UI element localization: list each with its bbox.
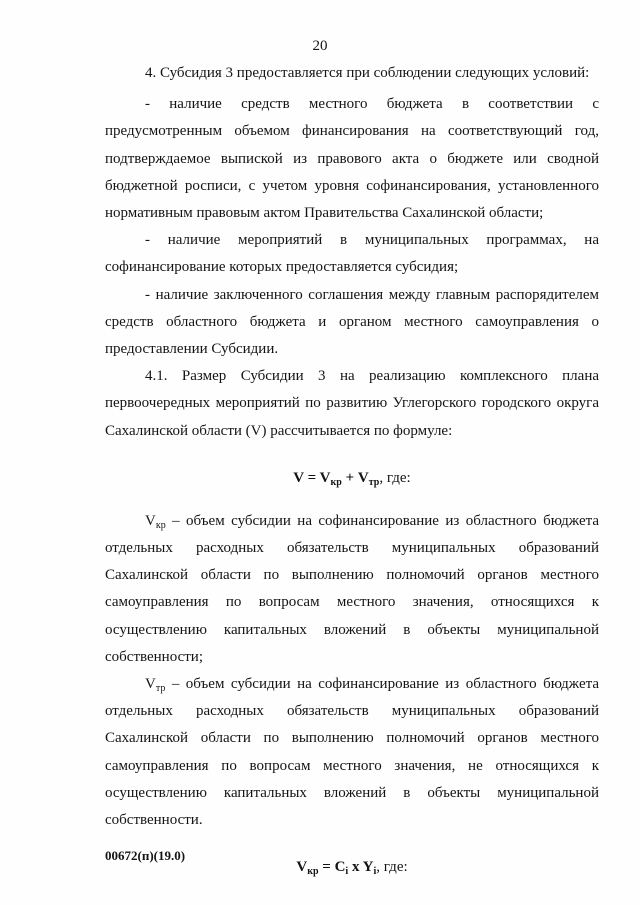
term-vtr-text: – объем субсидии на софинансирование из областного бюджета отдельных расходных обязательств муниципальных образований Сахалинской области по выполнению полномочий органов местного самоуправления по вопросам местного значения, не относящихся к осуществлению капитальных вложений в объекты муниципальной собственности. <box>105 676 599 829</box>
formula-vkr-sub: кр <box>330 476 342 488</box>
formula2-x: x <box>348 859 363 876</box>
paragraph-condition-programs: - наличие мероприятий в муниципальных программах, на софинансирование которых предоставляется субсидия; <box>105 232 599 276</box>
document-code: 00672(п)(19.0) <box>105 848 186 863</box>
formula2-y-sub: i <box>373 866 377 878</box>
term-vkr-text: – объем субсидии на софинансирование из областного бюджета отдельных расходных обязательств муниципальных образований Сахалинской области по выполнению полномочий органов местного самоуправления по вопросам местного значения, относящихся к осуществлению капитальных вложений в объекты муниципальной собственности; <box>105 512 599 665</box>
paragraph-vkr-definition <box>105 508 599 671</box>
term-vtr-sub: тр <box>155 683 166 695</box>
formula2-v: V <box>296 859 308 876</box>
paragraph-condition-intro: 4. Субсидия 3 предоставляется при соблюдении следующих условий: <box>145 65 590 81</box>
formula-vtr-sub: тр <box>368 476 380 488</box>
paragraph-size-intro: 4.1. Размер Субсидии 3 на реализацию комплексного плана первоочередных мероприятий по развитию Углегорского городского округа Сахалинской области (V) рассчитывается по формуле: <box>105 368 599 439</box>
formula2-v-sub: кр <box>307 866 319 878</box>
page-number: 20 <box>312 38 328 54</box>
formula-vtr: V <box>357 469 369 486</box>
formula2-c-sub: i <box>345 866 349 878</box>
document-body <box>105 60 599 881</box>
formula2-suffix: , где: <box>376 859 408 876</box>
term-vtr: V <box>145 676 156 693</box>
formula-total-subsidy <box>105 465 599 492</box>
formula-plus: + <box>341 469 358 486</box>
formula-eq: = <box>303 469 320 486</box>
formula-v: V <box>293 469 304 486</box>
formula2-c: C <box>334 859 346 876</box>
paragraph-vtr-definition <box>105 671 599 834</box>
term-vkr: V <box>145 512 156 529</box>
formula2-eq: = <box>318 859 335 876</box>
formula-suffix: , где: <box>379 469 411 486</box>
term-vkr-sub: кр <box>155 519 166 531</box>
formula-vkr: V <box>319 469 331 486</box>
formula2-y: Y <box>362 859 374 876</box>
paragraph-condition-budget: - наличие средств местного бюджета в соответствии с предусмотренным объемом финансирования на соответствующий год, подтверждаемое выпиской из правового акта о бюджете или сводной бюджетной росписи, с учетом уровня софинансирования, установленного нормативным правовым актом Правительства Сахалинской области; <box>105 96 599 222</box>
paragraph-condition-agreement: - наличие заключенного соглашения между главным распорядителем средств областного бюджета и органом местного самоуправления о предоставлении Субсидии. <box>105 286 599 358</box>
